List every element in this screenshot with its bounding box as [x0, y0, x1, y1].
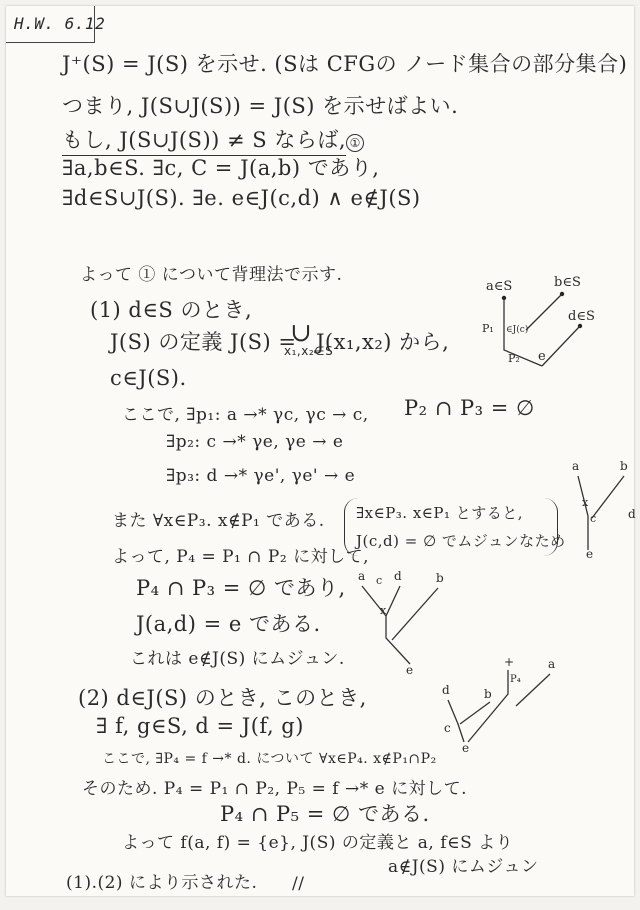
fig4-c-label: c	[444, 721, 451, 735]
end-mark: //	[292, 874, 305, 894]
fig1-p1-label: P₁	[482, 322, 494, 335]
fig4-a-label: a	[548, 657, 556, 671]
p2-line: ∃p₂: c →* γe, γe → e	[166, 432, 344, 452]
forall-line: また ∀x∈P₃. x∉P₁ である.	[112, 511, 325, 531]
contradiction-line-2: a∉J(S) にムジュン	[388, 857, 539, 877]
fig2-d-label: d	[628, 507, 636, 521]
union-symbol: ∪	[290, 318, 313, 348]
fig1-e-label: e	[538, 349, 546, 364]
p2-p3-disjoint: P₂ ∩ P₃ = ∅	[404, 396, 535, 420]
cfg-diagram-4	[424, 654, 564, 754]
assumption-line: もし, J(S∪J(S)) ≠ S ならば,	[62, 124, 346, 156]
fig4-plus-label: +	[504, 655, 515, 669]
p4-p3-line: P₄ ∩ P₃ = ∅ であり,	[136, 576, 346, 600]
fig1-b-label: b∈S	[554, 275, 581, 290]
page-title: H.W. 6.12	[14, 14, 106, 33]
contradiction-intro: よって ① について背理法で示す.	[80, 265, 343, 285]
union-subscript: x₁,x₂∈S	[284, 344, 334, 358]
fig4-b-label: b	[484, 687, 492, 701]
cfg-diagram-2	[566, 458, 636, 568]
fig4-e-label: e	[462, 741, 470, 755]
f-af-line: よって f(a, f) = {e}, J(S) の定義と a, f∈S より	[122, 833, 514, 853]
fig1-a-label: a∈S	[486, 279, 513, 294]
statement-line: J⁺(S) = J(S) を示せ. (Sは CFGの ノード集合の部分集合)	[62, 52, 628, 76]
fig3-x-label: x	[380, 604, 387, 617]
circled-one-marker: ①	[346, 134, 364, 152]
p4-path-line: ここで, ∃P₄ = f →* d. について ∀x∈P₄. x∉P₁∩P₂	[102, 751, 437, 767]
fg-line: ∃ f, g∈S, d = J(f, g)	[96, 714, 304, 738]
p5-line: そのため. P₄ = P₁ ∩ P₂, P₅ = f →* e に対して.	[82, 779, 467, 799]
fig3-d-label: d	[394, 569, 402, 583]
exists-abc-line: ∃a,b∈S. ∃c, C = J(a,b) であり,	[62, 156, 380, 180]
homework-page	[6, 6, 634, 896]
fig4-p4-label: P₄	[510, 674, 521, 685]
c-in-js-line: c∈J(S).	[110, 366, 187, 390]
fig1-p2-label: P₂	[508, 352, 520, 365]
case2-heading: (2) d∈J(S) のとき, このとき,	[78, 686, 367, 710]
parenthetical-line-1: ∃x∈P₃. x∈P₁ とすると,	[356, 504, 524, 522]
contradiction-line-1: これは e∉J(S) にムジュン.	[130, 649, 345, 669]
p4-line: よって, P₄ = P₁ ∩ P₂ に対して,	[112, 547, 369, 567]
definition-tail: J(x₁,x₂) から,	[316, 330, 450, 354]
fig2-b-label: b	[620, 459, 628, 473]
fig2-e-label: e	[586, 547, 594, 561]
parenthetical-line-2: J(c,d) = ∅ でムジュンなため	[356, 532, 566, 550]
fig4-d-label: d	[442, 683, 450, 697]
j-ad-line: J(a,d) = e である.	[136, 612, 321, 636]
cfg-diagram-1	[446, 268, 616, 378]
fig2-x-label: x	[582, 496, 589, 509]
goal-line: つまり, J(S∪J(S)) = J(S) を示せばよい.	[62, 94, 459, 118]
p1-line: ここで, ∃p₁: a →* γc, γc → c,	[122, 405, 369, 425]
definition-line: J(S) の定義 J(S) =	[110, 330, 297, 354]
fig3-a-label: a	[358, 569, 366, 583]
fig2-a-label: a	[572, 459, 580, 473]
exists-de-line: ∃d∈S∪J(S). ∃e. e∈J(c,d) ∧ e∉J(S)	[62, 186, 421, 210]
fig1-jc-label: ∈J(c)	[506, 325, 529, 335]
fig3-c-label: c	[376, 574, 383, 587]
fig1-d-label: d∈S	[568, 309, 595, 324]
conclusion-line: (1).(2) により示された.	[66, 873, 258, 893]
fig3-e-label: e	[406, 663, 414, 677]
p3-line: ∃p₃: d →* γe', γe' → e	[166, 466, 356, 486]
fig3-b-label: b	[436, 571, 444, 585]
fig2-c-label: c	[590, 512, 597, 525]
p4-p5-disjoint: P₄ ∩ P₅ = ∅ である.	[220, 802, 430, 826]
title-box	[6, 6, 106, 43]
case1-heading: (1) d∈S のとき,	[90, 298, 253, 322]
